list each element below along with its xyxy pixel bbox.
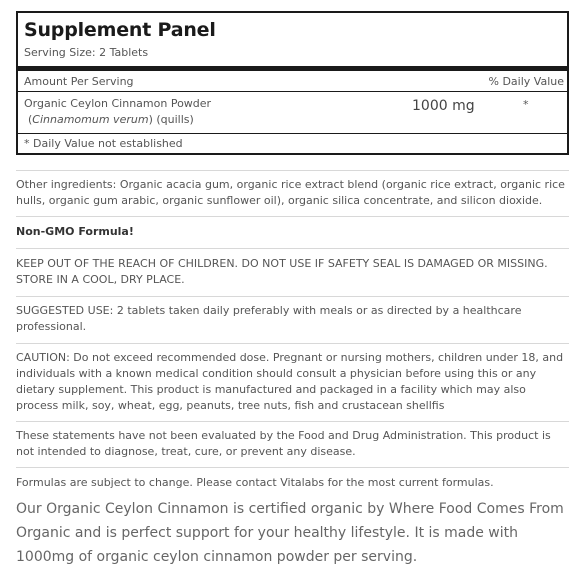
section-divider bbox=[16, 248, 569, 249]
ingredient-row bbox=[18, 92, 567, 134]
serving-size: Serving Size: 2 Tablets bbox=[24, 46, 149, 59]
formulas-note: Formulas are subject to change. Please contact Vitalabs for the most current formulas. bbox=[16, 476, 494, 489]
ingredient-amount: 1000 mg bbox=[412, 98, 475, 114]
section-divider bbox=[16, 296, 569, 297]
fda-statement: These statements have not been evaluated by the Food and Drug Administration. This product is not intended to diagnose, treat, cure, or prevent any disease. bbox=[16, 429, 551, 458]
storage-warning: KEEP OUT OF THE REACH OF CHILDREN. DO NOT USE IF SAFETY SEAL IS DAMAGED OR MISSING. STORE IN A COOL, DRY PLACE. bbox=[16, 257, 548, 286]
section-divider bbox=[16, 343, 569, 344]
latin-name: Cinnamomum verum bbox=[32, 113, 149, 126]
supplement-panel bbox=[16, 11, 569, 155]
caution-text: CAUTION: Do not exceed recommended dose. Pregnant or nursing mothers, children under 18, and individuals with a known medical condition should consult a physician before using this or any dietary supplement. This product is manufactured and packaged in a facility which may also process milk, soy, wheat, egg, peanuts, tree nuts, fish and crustacean shellfis bbox=[16, 351, 564, 412]
section-divider bbox=[16, 170, 569, 171]
daily-value-header: % Daily Value bbox=[488, 75, 564, 88]
amount-header-row bbox=[18, 71, 567, 92]
amount-header: Amount Per Serving bbox=[24, 75, 134, 88]
product-intro: Our Organic Ceylon Cinnamon is certified organic by Where Food Comes From Organic and is perfect support for your healthy lifestyle. It is made with 1000mg of organic ceylon cinnamon powder per serving. bbox=[16, 501, 564, 565]
section-divider bbox=[16, 421, 569, 422]
section-divider bbox=[16, 216, 569, 217]
panel-footnote: * Daily Value not established bbox=[24, 137, 183, 150]
panel-title: Supplement Panel bbox=[24, 19, 216, 41]
ingredient-daily-value: * bbox=[523, 98, 529, 111]
non-gmo-label: Non-GMO Formula! bbox=[16, 225, 134, 238]
ingredient-name: Organic Ceylon Cinnamon Powder bbox=[24, 97, 212, 110]
ingredient-latin: (Cinnamomum verum) (quills) bbox=[28, 113, 194, 126]
section-divider bbox=[16, 467, 569, 468]
other-ingredients: Other ingredients: Organic acacia gum, organic rice extract blend (organic rice extract, organic rice hulls, organic gum arabic, organic sunflower oil), organic silica concentrate, and silicon dioxide. bbox=[16, 178, 565, 207]
suggested-use: SUGGESTED USE: 2 tablets taken daily preferably with meals or as directed by a healthcare professional. bbox=[16, 304, 522, 333]
